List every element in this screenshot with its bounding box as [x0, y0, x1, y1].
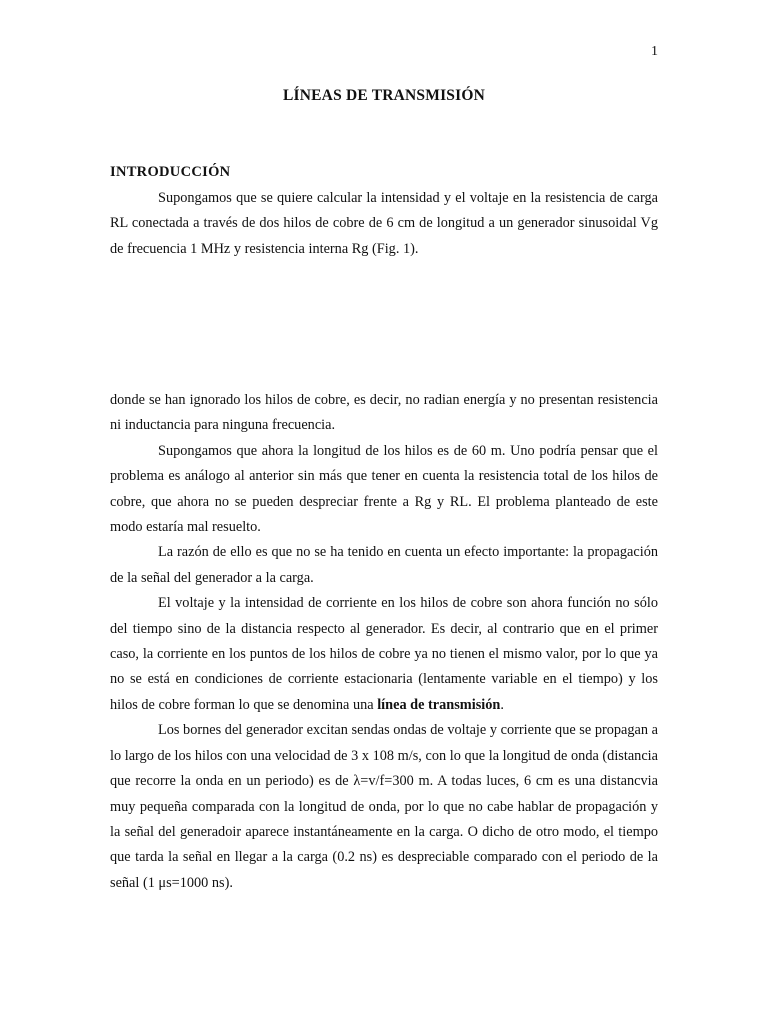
paragraph-1: Supongamos que se quiere calcular la intensidad y el voltaje en la resistencia de carga RL conectada a través de dos hilos de cobre de 6 cm de longitud a un generador sinusoidal Vg de frecuencia 1 MHz y resistencia interna Rg (Fig. 1).	[110, 190, 658, 257]
document-title: LÍNEAS DE TRANSMISIÓN	[282, 87, 486, 104]
figure-1-space	[110, 268, 658, 380]
paragraph-2: donde se han ignorado los hilos de cobre, es decir, no radian energía y no presentan resistencia ni inductancia para ninguna frecuencia.	[110, 392, 658, 434]
paragraph-4: La razón de ello es que no se ha tenido en cuenta un efecto importante: la propagación de la señal del generador a la carga.	[110, 544, 658, 586]
paragraph-5-end: .	[500, 696, 504, 713]
section-heading-introduccion: INTRODUCCIÓN	[110, 164, 231, 180]
paragraph-5-text: El voltaje y la intensidad de corriente en los hilos de cobre son ahora función no sólo del tiempo sino de la distancia respecto al generador. Es decir, al contrario que en el primer caso, la corriente en los puntos de los hilos de cobre ya no tienen el mismo valor, por lo que ya no se está en condiciones de corriente estacionaria (lentamente variable en el tiempo) y los hilos de cobre forman lo que se denomina una	[110, 595, 658, 713]
paragraph-6: Los bornes del generador excitan sendas ondas de voltaje y corriente que se propagan a lo largo de los hilos con una velocidad de 3 x 108 m/s, con lo que la longitud de onda (distancia que recorre la onda en un periodo) es de λ=v/f=300 m. A todas luces, 6 cm es una distancvia muy pequeña comparada con la longitud de onda, por lo que no cabe hablar de propagación y la señal del generadoir aparece instantáneamente en la carga. O dicho de otro modo, el tiempo que tarda la señal en llegar a la carga (0.2 ns) es despreciable comparado con el periodo de la señal (1 μs=1000 ns).	[110, 722, 658, 891]
body-text-block	[110, 388, 658, 896]
term-linea-de-transmision: línea de transmisión	[377, 696, 501, 713]
paragraph-3: Supongamos que ahora la longitud de los hilos es de 60 m. Uno podría pensar que el problema es análogo al anterior sin más que tener en cuenta la resistencia total de los hilos de cobre, que ahora no se pueden despreciar frente a Rg y RL. El problema planteado de este modo estaría mal resuelto.	[110, 442, 658, 536]
paragraph-5	[110, 591, 658, 718]
page-number: 1	[651, 44, 658, 59]
intro-block	[110, 186, 658, 262]
